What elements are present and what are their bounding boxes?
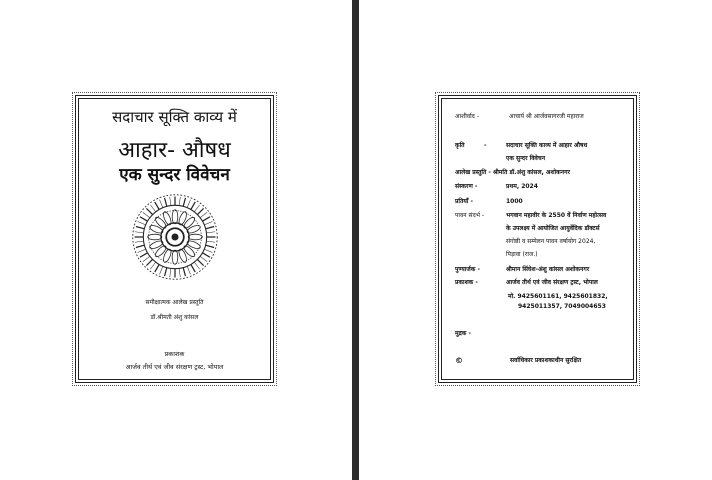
phone-row-2: 9425011357, 7049004653 bbox=[518, 303, 606, 310]
edition-key: संस्करण - bbox=[455, 183, 478, 190]
context-value-3: संगोष्ठी व सम्मेलन पावन वर्षायोग 2024, bbox=[506, 238, 596, 245]
imprint-page bbox=[438, 95, 637, 383]
work-dash: - bbox=[484, 142, 487, 149]
copyright-text: सर्वाधिकार प्रकाशकाधीन सुरक्षित bbox=[510, 357, 582, 364]
publisher-label: प्रकाशक bbox=[164, 350, 185, 358]
copyright-icon: © bbox=[455, 356, 463, 365]
work-key: कृति bbox=[455, 142, 465, 149]
context-key: पावन संदर्भ - bbox=[455, 212, 485, 219]
cover-subtitle: एक सुन्दर विवेचन bbox=[119, 165, 230, 185]
presentation-row: आलेख प्रस्तुति - श्रीमति डॉ.अंशु कांसल, अशोकनगर bbox=[455, 169, 570, 176]
context-value-2: के उपलक्ष्य में आयोजित आयुर्वेदिक डॉक्टर्स bbox=[506, 225, 600, 232]
printer-row: मुद्रक - bbox=[455, 330, 471, 337]
publisher-key: प्रकाशक - bbox=[455, 279, 478, 286]
work-value-1: सदाचार सूक्ति काव्य में आहार औषध bbox=[506, 142, 588, 149]
sponsor-key: पुण्यार्जक - bbox=[455, 266, 480, 273]
publisher-name: आर्जव तीर्थ एवं जीव संरक्षण ट्रस्ट, भोपाल bbox=[125, 363, 224, 371]
presentation-label: समीक्षात्मक आलेख प्रस्तुति bbox=[145, 299, 204, 306]
copies-value: 1000 bbox=[506, 198, 523, 205]
cover-title-line1: सदाचार सूक्ति काव्य में bbox=[112, 108, 237, 126]
sponsor-value: श्रीमान सिंघेश-अंशु कांसल अशोकनगर bbox=[506, 266, 590, 273]
context-value-4: पिड़ावा (राज.) bbox=[506, 251, 538, 258]
mandala-emblem bbox=[131, 193, 219, 281]
copies-key: प्रतियाँ - bbox=[455, 198, 474, 205]
publisher-value: आर्जव तीर्थ एवं जीव संरक्षण ट्रस्ट, भोपाल bbox=[506, 279, 598, 286]
cover-title-main: आहार- औषध bbox=[118, 138, 231, 163]
edition-value: प्रथम, 2024 bbox=[506, 183, 538, 190]
context-value-1: भगवान महावीर के 2550 वें निर्वाण महोत्सव bbox=[506, 212, 607, 219]
author-name: डॉ.श्रीमती अंशु कांसल bbox=[150, 314, 199, 321]
cover-page bbox=[75, 95, 274, 383]
book-spine bbox=[352, 0, 359, 480]
work-value-2: एक सुन्दर विवेचन bbox=[506, 155, 546, 162]
phone-row-1: मो. 9425601161, 9425601832, bbox=[508, 293, 608, 300]
blessing-key: आशीर्वाद - bbox=[455, 113, 479, 120]
blessing-value: आचार्य श्री आर्जवसागरजी महाराज bbox=[509, 113, 584, 120]
